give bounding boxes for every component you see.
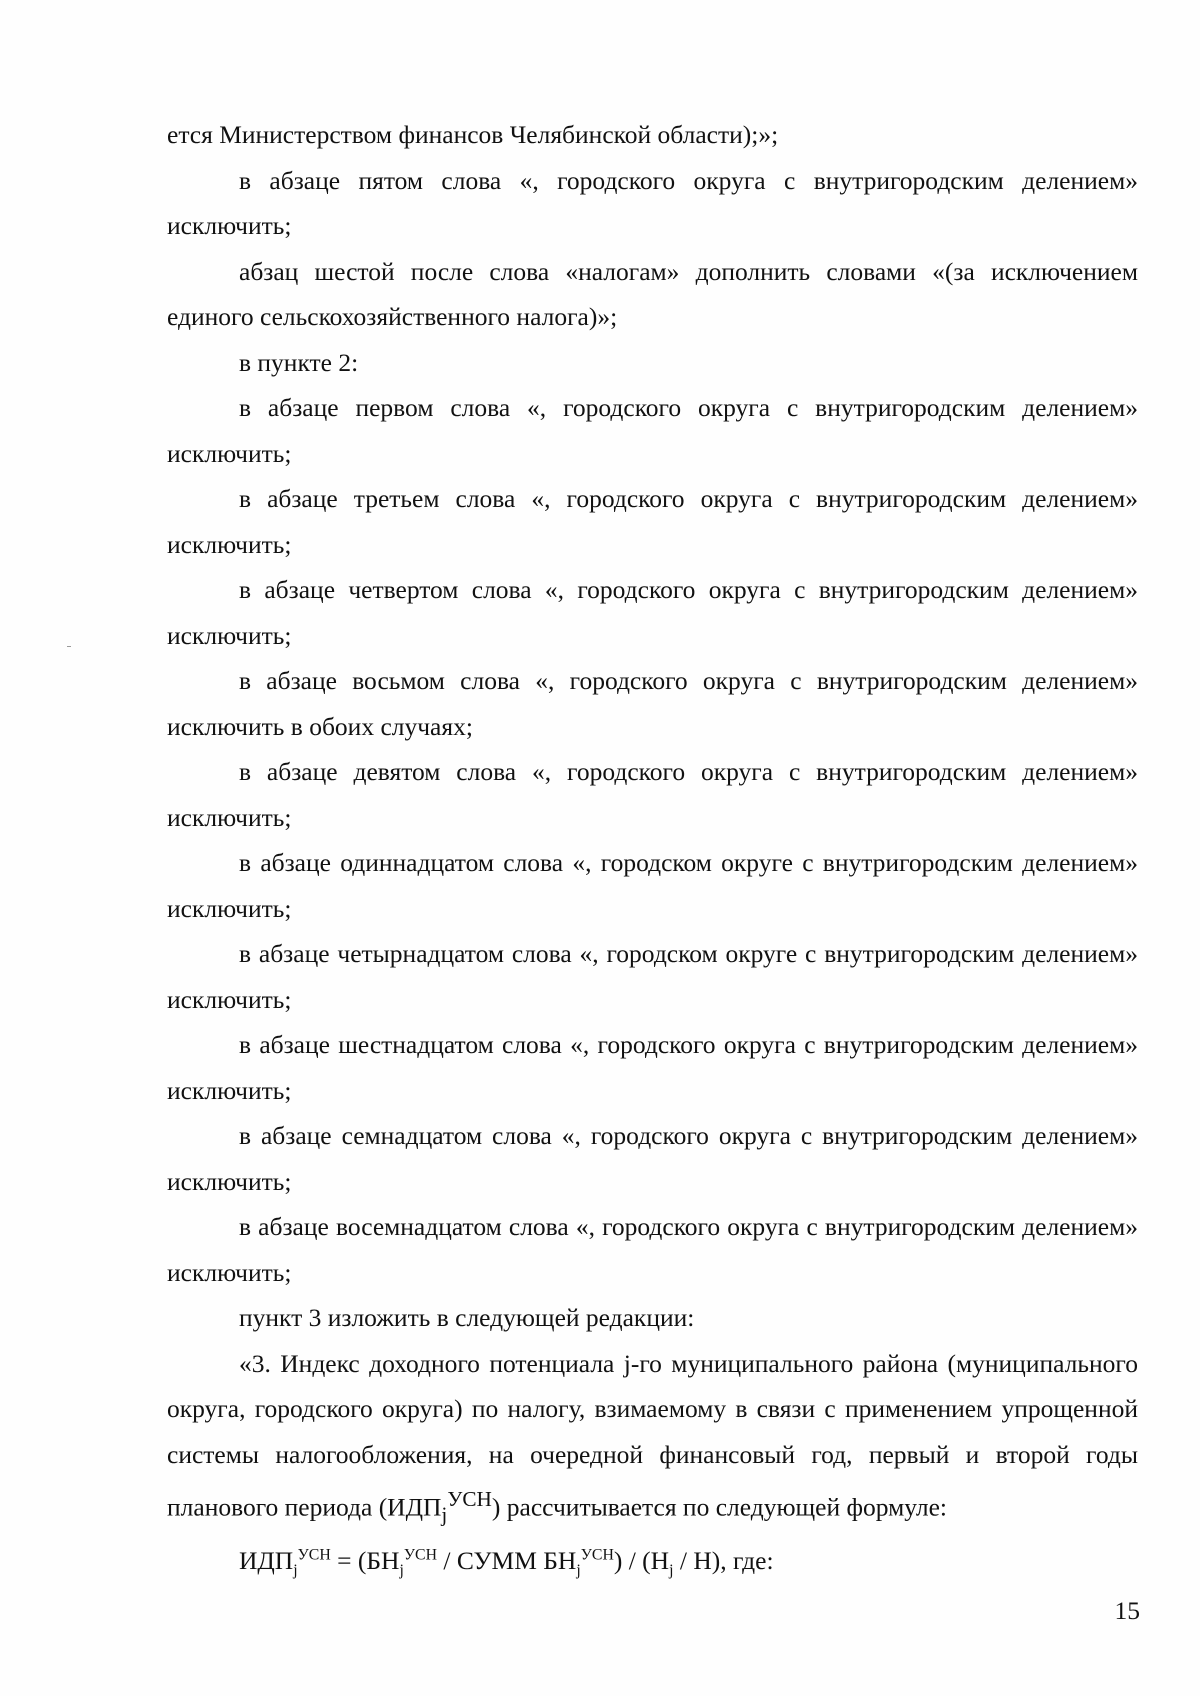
- formula-tail: / Н), где:: [673, 1546, 774, 1576]
- paragraph: в абзаце четвертом слова «, городского округа с внутригородским делением» исключить;: [167, 575, 1138, 650]
- index-superscript: УСН: [447, 1487, 492, 1511]
- paragraph: в абзаце шестнадцатом слова «, городского округа с внутригородским делением» исключить;: [167, 1030, 1138, 1105]
- paragraph: в абзаце четырнадцатом слова «, городском округе с внутригородским делением» исключить;: [167, 939, 1138, 1014]
- paragraph: в абзаце девятом слова «, городского округа с внутригородским делением» исключить;: [167, 757, 1138, 832]
- formula-sum: / СУММ БН: [436, 1546, 577, 1576]
- index-subscript: j: [441, 1502, 448, 1527]
- paragraph: в абзаце восемнадцатом слова «, городского округа с внутригородским делением» исключить;: [167, 1212, 1138, 1287]
- paragraph: абзац шестой после слова «налогам» дополнить словами «(за исключением единого сельскохозяйственного налога)»;: [167, 256, 1138, 331]
- paragraph: в абзаце третьем слова «, городского округа с внутригородским делением» исключить;: [167, 484, 1138, 559]
- formula-n-subscript: j: [669, 1562, 674, 1580]
- formula-bn-superscript: УСН: [403, 1546, 437, 1564]
- paragraph: в абзаце пятом слова «, городского округа с внутригородским делением» исключить;: [167, 165, 1138, 240]
- formula-lhs-subscript: j: [293, 1562, 298, 1580]
- formula-bn-subscript: j: [399, 1562, 404, 1580]
- paragraph: в абзаце одиннадцатом слова «, городском округе с внутригородским делением» исключить;: [167, 848, 1138, 923]
- margin-mark: [67, 646, 71, 647]
- paragraph: в абзаце семнадцатом слова «, городского округа с внутригородским делением» исключить;: [167, 1121, 1138, 1196]
- formula-sum-subscript: j: [576, 1562, 581, 1580]
- index-paragraph: [167, 1341, 1138, 1539]
- formula-lhs: ИДП: [239, 1546, 294, 1576]
- paragraph: в абзаце восьмом слова «, городского округа с внутригородским делением» исключить в обоих случаях;: [167, 666, 1138, 741]
- page-number: 15: [1114, 1596, 1140, 1625]
- formula-bn: = (БН: [330, 1546, 400, 1576]
- paragraph: в абзаце первом слова «, городского округа с внутригородским делением» исключить;: [167, 393, 1138, 468]
- paragraph: пункт 3 изложить в следующей редакции:: [239, 1303, 695, 1332]
- index-paragraph-tail: ) рассчитывается по следующей формуле:: [491, 1492, 948, 1522]
- index-paragraph-text: «3. Индекс доходного потенциала j-го муниципального района (муниципального округа, городского округа) по налогу, взимаемому в связи с применением упрощенной системы налогообложения, на очередной финансовый год, первый и второй годы планового периода (ИДП: [167, 1348, 1138, 1522]
- paragraph: в пункте 2:: [239, 347, 359, 377]
- document-body: [167, 112, 1138, 1584]
- formula: [167, 1538, 1138, 1584]
- paragraph: ется Министерством финансов Челябинской области);»;: [167, 120, 779, 149]
- formula-sum-superscript: УСН: [580, 1546, 614, 1564]
- formula-n: ) / (Н: [613, 1546, 670, 1576]
- formula-lhs-superscript: УСН: [297, 1546, 331, 1564]
